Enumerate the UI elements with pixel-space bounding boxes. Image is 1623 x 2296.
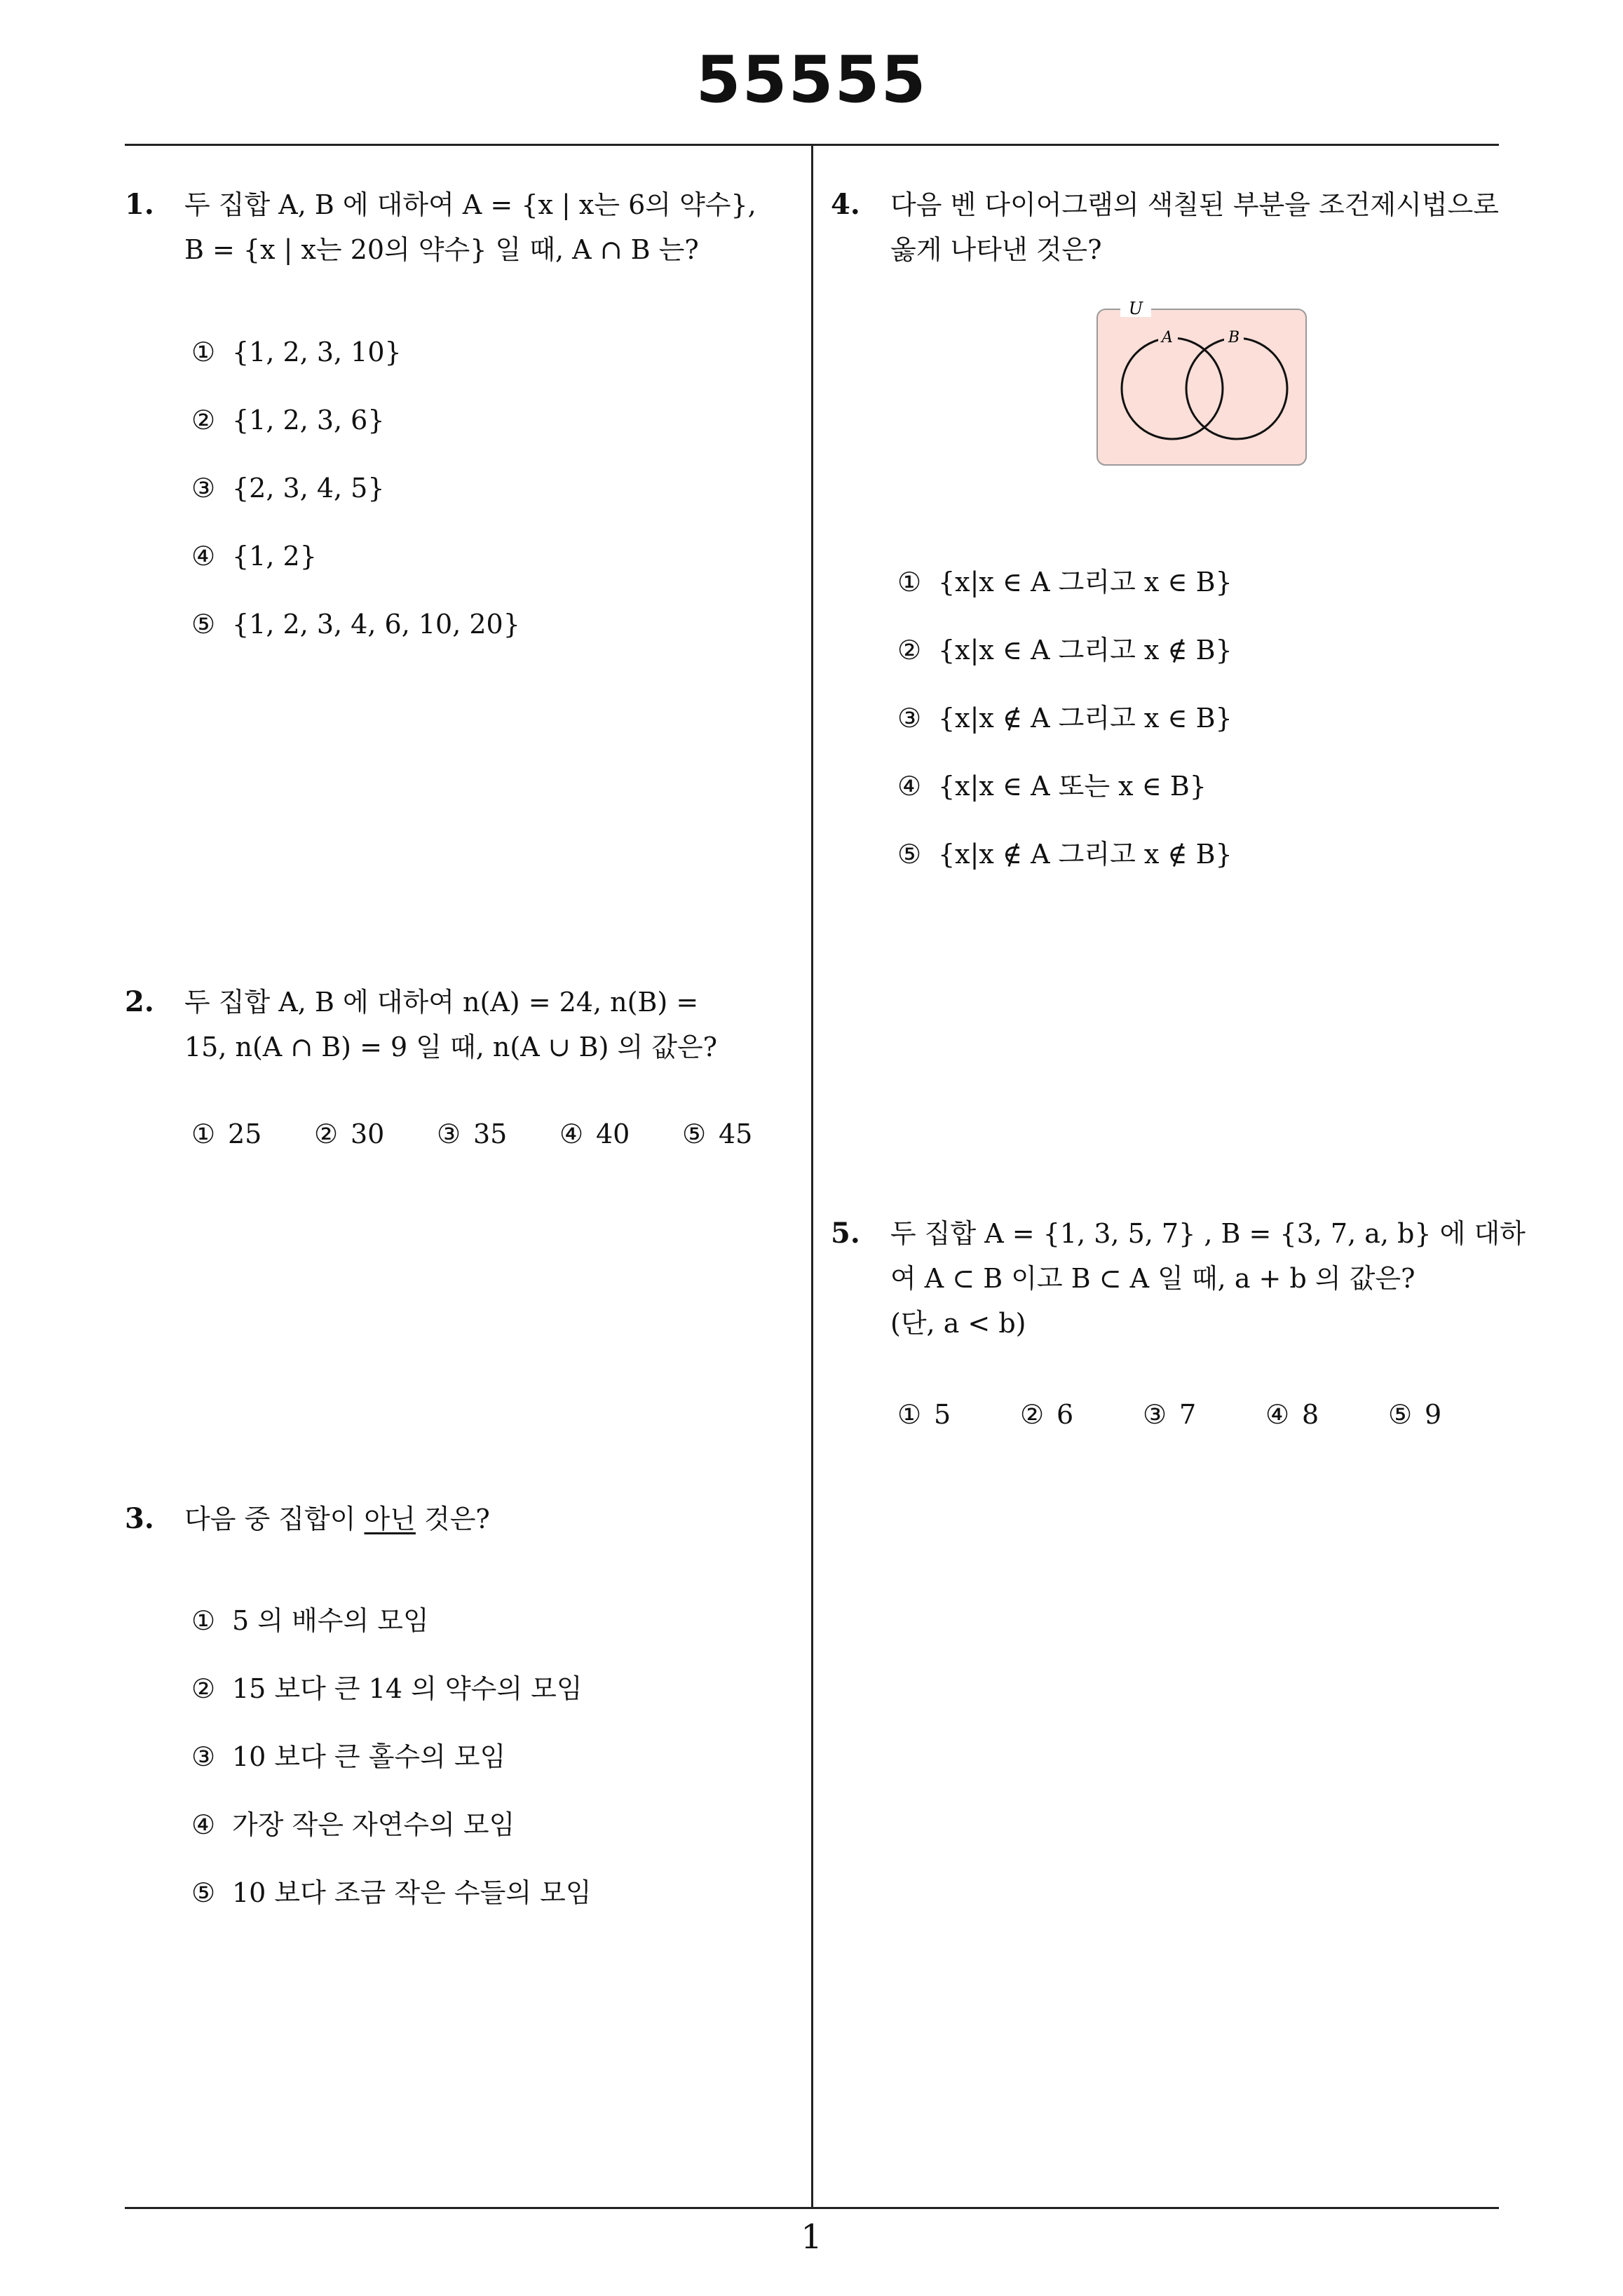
word: 24, [559, 987, 602, 1018]
option-text: {2, 3, 4, 5} [232, 473, 385, 504]
word: 집합 [218, 987, 271, 1018]
option-text: 8 [1302, 1399, 1319, 1430]
question-line: 두 집합 A, B 에 대하여 A = {x | x는 6의 약수}, [184, 189, 756, 220]
question-line: 옳게 나타낸 것은? [890, 234, 1102, 265]
emphasized-word: 아닌 [364, 1504, 416, 1534]
answer-option-5[interactable] [682, 1119, 805, 1149]
answer-option-1[interactable] [191, 1119, 314, 1149]
option-text: 10 보다 큰 홀수의 모임 [232, 1741, 506, 1772]
word: 에 [342, 987, 369, 1018]
option-marker: ② [897, 635, 922, 666]
answer-option-5[interactable] [897, 832, 1232, 900]
word: = [528, 987, 551, 1018]
set-b-label: B [1228, 329, 1240, 346]
answer-option-2[interactable] [314, 1119, 437, 1149]
question-number: 3. [125, 1502, 154, 1535]
universe-label: U [1128, 299, 1143, 318]
word: n(A) [463, 987, 520, 1018]
answer-option-5[interactable] [191, 602, 520, 670]
option-text: {1, 2, 3, 6} [232, 405, 385, 435]
answer-option-4[interactable] [191, 534, 520, 602]
answer-option-5[interactable] [191, 1870, 592, 1938]
question-number: 5. [831, 1217, 860, 1250]
page-title: 55555 [695, 42, 928, 117]
answer-option-2[interactable] [1020, 1399, 1143, 1430]
question-line: B = {x | x는 20의 약수} 일 때, A ∩ B 는? [184, 234, 699, 265]
option-marker: ① [897, 567, 922, 597]
option-marker: ③ [897, 703, 922, 734]
option-marker: ④ [559, 1119, 584, 1149]
question-number: 4. [831, 188, 860, 221]
option-text: 5 [934, 1399, 951, 1430]
answer-option-4[interactable] [191, 1802, 592, 1870]
word: = [676, 987, 699, 1018]
answer-options [191, 1119, 805, 1149]
venn-diagram [1094, 299, 1311, 467]
option-marker: ⑤ [682, 1119, 707, 1149]
option-text: 35 [473, 1119, 508, 1149]
question-line [184, 980, 798, 1025]
option-marker: ③ [1143, 1399, 1167, 1430]
option-text: 40 [596, 1119, 630, 1149]
bottom-rule [125, 2207, 1499, 2209]
option-marker: ② [191, 1673, 216, 1704]
option-text: 5 의 배수의 모임 [232, 1605, 429, 1636]
question-number: 2. [125, 985, 154, 1018]
text-run: 다음 중 집합이 [184, 1504, 365, 1534]
option-marker: ④ [897, 771, 922, 802]
option-marker: ⑤ [191, 1877, 216, 1908]
answer-option-2[interactable] [897, 628, 1232, 696]
word: B [314, 987, 334, 1018]
answer-option-2[interactable] [191, 1666, 592, 1734]
option-marker: ① [191, 1605, 216, 1636]
option-text: 45 [719, 1119, 753, 1149]
option-marker: ② [1020, 1399, 1045, 1430]
question-line: 15, n(A ∩ B) = 9 일 때, n(A ∪ B) 의 값은? [184, 1032, 718, 1062]
answer-option-4[interactable] [897, 764, 1232, 832]
answer-option-2[interactable] [191, 398, 520, 466]
word: 두 [184, 987, 210, 1018]
option-text: {x|x ∈ A 또는 x ∈ B} [938, 771, 1207, 802]
answer-options [897, 560, 1232, 900]
option-marker: ① [897, 1399, 922, 1430]
option-marker: ① [191, 337, 216, 367]
question-line: 다음 벤 다이어그램의 색칠된 부분을 조건제시법으로 [890, 189, 1499, 220]
answer-option-3[interactable] [437, 1119, 559, 1149]
option-text: 10 보다 조금 작은 수들의 모임 [232, 1877, 592, 1908]
option-marker: ③ [191, 473, 216, 504]
option-text: 15 보다 큰 14 의 약수의 모임 [232, 1673, 583, 1704]
question-line: (단, a < b) [890, 1308, 1026, 1339]
option-text: {1, 2, 3, 10} [232, 337, 402, 367]
option-text: {1, 2, 3, 4, 6, 10, 20} [232, 609, 520, 640]
text-run: 것은? [415, 1504, 490, 1534]
option-marker: ② [191, 405, 216, 435]
option-marker: ① [191, 1119, 216, 1149]
answer-options [897, 1399, 1511, 1430]
question-line [184, 1497, 798, 1541]
option-text: {x|x ∉ A 그리고 x ∈ B} [938, 703, 1232, 734]
option-text: 6 [1057, 1399, 1074, 1430]
answer-option-3[interactable] [191, 466, 520, 534]
answer-option-1[interactable] [897, 1399, 1020, 1430]
answer-option-1[interactable] [191, 1598, 592, 1666]
option-marker: ② [314, 1119, 339, 1149]
question-text [890, 1211, 1526, 1346]
option-marker: ④ [191, 541, 216, 572]
question-text [184, 980, 798, 1069]
option-text: {x|x ∉ A 그리고 x ∉ B} [938, 839, 1232, 870]
column-divider [811, 145, 813, 2207]
option-marker: ④ [191, 1809, 216, 1840]
question-text [184, 182, 798, 272]
universe-rect [1097, 309, 1306, 465]
set-a-label: A [1162, 329, 1173, 346]
option-text: {x|x ∈ A 그리고 x ∉ B} [938, 635, 1232, 666]
question-line: 두 집합 A = {1, 3, 5, 7} , B = {3, 7, a, b} 에 대하 [890, 1218, 1526, 1249]
word: n(B) [610, 987, 668, 1018]
answer-option-4[interactable] [1265, 1399, 1388, 1430]
question-number: 1. [125, 188, 154, 221]
question-text [184, 1497, 798, 1541]
word: A, [278, 987, 306, 1018]
option-text: 9 [1425, 1399, 1442, 1430]
word: 대하여 [376, 987, 454, 1018]
answer-option-3[interactable] [191, 1734, 592, 1802]
option-text: {x|x ∈ A 그리고 x ∈ B} [938, 567, 1232, 597]
question-text [890, 182, 1504, 272]
answer-option-1[interactable] [897, 560, 1232, 628]
answer-option-3[interactable] [1143, 1399, 1265, 1430]
answer-options [191, 1598, 592, 1938]
option-marker: ③ [437, 1119, 461, 1149]
answer-option-5[interactable] [1388, 1399, 1511, 1430]
option-text: 7 [1179, 1399, 1197, 1430]
option-marker: ④ [1265, 1399, 1290, 1430]
question-line: 여 A ⊂ B 이고 B ⊂ A 일 때, a + b 의 값은? [890, 1263, 1415, 1294]
option-text: 30 [351, 1119, 385, 1149]
option-text: 가장 작은 자연수의 모임 [232, 1809, 515, 1840]
option-marker: ⑤ [897, 839, 922, 870]
page-number: 1 [801, 2217, 822, 2257]
answer-option-4[interactable] [559, 1119, 682, 1149]
answer-options [191, 330, 520, 670]
option-text: {1, 2} [232, 541, 317, 572]
option-marker: ③ [191, 1741, 216, 1772]
answer-option-3[interactable] [897, 696, 1232, 764]
option-text: 25 [228, 1119, 262, 1149]
option-marker: ⑤ [1388, 1399, 1413, 1430]
option-marker: ⑤ [191, 609, 216, 640]
answer-option-1[interactable] [191, 330, 520, 398]
